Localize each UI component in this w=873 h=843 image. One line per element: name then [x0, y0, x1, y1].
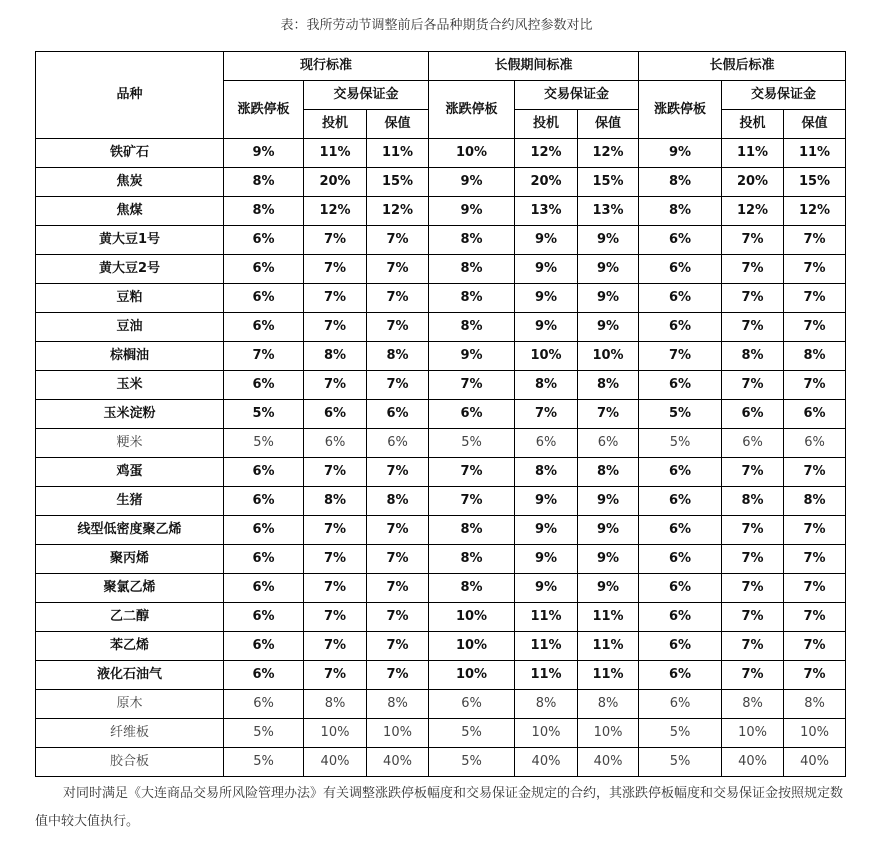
- variety-name: 生猪: [36, 487, 224, 516]
- value-cell: 8%: [639, 197, 722, 226]
- header-spec: 投机: [515, 110, 578, 139]
- value-cell: 10%: [429, 603, 515, 632]
- variety-name: 原木: [36, 690, 224, 719]
- value-cell: 8%: [367, 487, 429, 516]
- value-cell: 8%: [304, 487, 367, 516]
- value-cell: 7%: [784, 545, 846, 574]
- value-cell: 6%: [224, 255, 304, 284]
- value-cell: 7%: [784, 661, 846, 690]
- value-cell: 11%: [304, 139, 367, 168]
- header-limit: 涨跌停板: [224, 81, 304, 139]
- value-cell: 9%: [578, 574, 639, 603]
- value-cell: 10%: [515, 342, 578, 371]
- table-body: [36, 139, 846, 777]
- value-cell: 7%: [722, 226, 784, 255]
- value-cell: 9%: [515, 574, 578, 603]
- value-cell: 8%: [429, 284, 515, 313]
- table-row: [36, 313, 846, 342]
- value-cell: 9%: [515, 313, 578, 342]
- value-cell: 5%: [224, 719, 304, 748]
- value-cell: 6%: [639, 661, 722, 690]
- value-cell: 7%: [515, 400, 578, 429]
- variety-name: 鸡蛋: [36, 458, 224, 487]
- table-row: [36, 487, 846, 516]
- value-cell: 7%: [578, 400, 639, 429]
- value-cell: 8%: [639, 168, 722, 197]
- value-cell: 6%: [639, 284, 722, 313]
- value-cell: 6%: [578, 429, 639, 458]
- header-group-holiday: 长假期间标准: [429, 52, 639, 81]
- header-limit: 涨跌停板: [639, 81, 722, 139]
- value-cell: 6%: [639, 545, 722, 574]
- header-group-current: 现行标准: [224, 52, 429, 81]
- value-cell: 7%: [367, 255, 429, 284]
- value-cell: 8%: [784, 342, 846, 371]
- value-cell: 7%: [784, 255, 846, 284]
- header-variety: 品种: [36, 52, 224, 139]
- value-cell: 7%: [367, 458, 429, 487]
- value-cell: 10%: [515, 719, 578, 748]
- value-cell: 7%: [784, 226, 846, 255]
- value-cell: 6%: [639, 255, 722, 284]
- value-cell: 5%: [429, 719, 515, 748]
- value-cell: 5%: [224, 748, 304, 777]
- value-cell: 7%: [639, 342, 722, 371]
- value-cell: 12%: [515, 139, 578, 168]
- value-cell: 6%: [224, 603, 304, 632]
- value-cell: 11%: [367, 139, 429, 168]
- value-cell: 6%: [224, 516, 304, 545]
- header-margin: 交易保证金: [304, 81, 429, 110]
- value-cell: 9%: [429, 342, 515, 371]
- value-cell: 6%: [429, 400, 515, 429]
- header-margin: 交易保证金: [515, 81, 639, 110]
- value-cell: 5%: [429, 748, 515, 777]
- risk-parameter-table: [35, 51, 846, 777]
- value-cell: 12%: [722, 197, 784, 226]
- value-cell: 7%: [367, 545, 429, 574]
- value-cell: 7%: [722, 458, 784, 487]
- value-cell: 6%: [224, 690, 304, 719]
- variety-name: 纤维板: [36, 719, 224, 748]
- value-cell: 6%: [224, 574, 304, 603]
- table-row: [36, 400, 846, 429]
- value-cell: 7%: [304, 661, 367, 690]
- value-cell: 40%: [578, 748, 639, 777]
- value-cell: 8%: [784, 487, 846, 516]
- table-row: [36, 632, 846, 661]
- value-cell: 7%: [722, 603, 784, 632]
- value-cell: 11%: [784, 139, 846, 168]
- value-cell: 6%: [224, 284, 304, 313]
- variety-name: 聚丙烯: [36, 545, 224, 574]
- value-cell: 5%: [224, 400, 304, 429]
- variety-name: 聚氯乙烯: [36, 574, 224, 603]
- value-cell: 10%: [429, 632, 515, 661]
- value-cell: 9%: [578, 545, 639, 574]
- value-cell: 6%: [639, 516, 722, 545]
- value-cell: 40%: [367, 748, 429, 777]
- value-cell: 20%: [515, 168, 578, 197]
- value-cell: 8%: [367, 342, 429, 371]
- value-cell: 7%: [224, 342, 304, 371]
- value-cell: 9%: [515, 545, 578, 574]
- value-cell: 6%: [224, 313, 304, 342]
- value-cell: 6%: [304, 400, 367, 429]
- value-cell: 15%: [367, 168, 429, 197]
- value-cell: 40%: [722, 748, 784, 777]
- value-cell: 11%: [515, 661, 578, 690]
- value-cell: 8%: [367, 690, 429, 719]
- value-cell: 6%: [639, 632, 722, 661]
- table-row: [36, 371, 846, 400]
- value-cell: 8%: [578, 458, 639, 487]
- table-row: [36, 516, 846, 545]
- variety-name: 焦煤: [36, 197, 224, 226]
- value-cell: 6%: [367, 429, 429, 458]
- value-cell: 6%: [639, 226, 722, 255]
- value-cell: 7%: [722, 632, 784, 661]
- value-cell: 5%: [639, 400, 722, 429]
- value-cell: 9%: [515, 226, 578, 255]
- value-cell: 6%: [722, 429, 784, 458]
- value-cell: 6%: [224, 632, 304, 661]
- value-cell: 8%: [515, 458, 578, 487]
- value-cell: 15%: [578, 168, 639, 197]
- value-cell: 10%: [429, 139, 515, 168]
- value-cell: 8%: [515, 690, 578, 719]
- value-cell: 9%: [515, 487, 578, 516]
- table-row: [36, 603, 846, 632]
- value-cell: 7%: [722, 371, 784, 400]
- value-cell: 7%: [784, 574, 846, 603]
- value-cell: 6%: [784, 429, 846, 458]
- value-cell: 7%: [304, 516, 367, 545]
- variety-name: 铁矿石: [36, 139, 224, 168]
- value-cell: 6%: [304, 429, 367, 458]
- value-cell: 8%: [515, 371, 578, 400]
- value-cell: 8%: [304, 342, 367, 371]
- table-row: [36, 255, 846, 284]
- value-cell: 11%: [578, 632, 639, 661]
- value-cell: 7%: [304, 255, 367, 284]
- variety-name: 豆粕: [36, 284, 224, 313]
- value-cell: 7%: [367, 632, 429, 661]
- value-cell: 10%: [367, 719, 429, 748]
- value-cell: 20%: [722, 168, 784, 197]
- value-cell: 9%: [429, 197, 515, 226]
- value-cell: 6%: [639, 690, 722, 719]
- value-cell: 9%: [224, 139, 304, 168]
- header-spec: 投机: [722, 110, 784, 139]
- value-cell: 7%: [784, 603, 846, 632]
- value-cell: 7%: [304, 545, 367, 574]
- value-cell: 12%: [578, 139, 639, 168]
- value-cell: 6%: [639, 574, 722, 603]
- value-cell: 7%: [304, 371, 367, 400]
- value-cell: 6%: [639, 371, 722, 400]
- value-cell: 7%: [784, 458, 846, 487]
- value-cell: 6%: [224, 371, 304, 400]
- value-cell: 40%: [784, 748, 846, 777]
- variety-name: 线型低密度聚乙烯: [36, 516, 224, 545]
- variety-name: 玉米: [36, 371, 224, 400]
- value-cell: 8%: [224, 197, 304, 226]
- value-cell: 8%: [429, 516, 515, 545]
- value-cell: 8%: [784, 690, 846, 719]
- value-cell: 7%: [367, 661, 429, 690]
- value-cell: 7%: [367, 516, 429, 545]
- value-cell: 9%: [578, 487, 639, 516]
- value-cell: 9%: [578, 226, 639, 255]
- value-cell: 7%: [722, 313, 784, 342]
- value-cell: 6%: [639, 313, 722, 342]
- variety-name: 焦炭: [36, 168, 224, 197]
- value-cell: 9%: [578, 516, 639, 545]
- value-cell: 20%: [304, 168, 367, 197]
- value-cell: 6%: [722, 400, 784, 429]
- variety-name: 棕榈油: [36, 342, 224, 371]
- value-cell: 7%: [722, 516, 784, 545]
- value-cell: 8%: [722, 342, 784, 371]
- table-row: [36, 719, 846, 748]
- table-row: [36, 284, 846, 313]
- value-cell: 9%: [578, 284, 639, 313]
- value-cell: 7%: [722, 661, 784, 690]
- value-cell: 9%: [515, 516, 578, 545]
- variety-name: 豆油: [36, 313, 224, 342]
- value-cell: 12%: [367, 197, 429, 226]
- variety-name: 黄大豆2号: [36, 255, 224, 284]
- value-cell: 11%: [578, 661, 639, 690]
- value-cell: 6%: [639, 458, 722, 487]
- value-cell: 7%: [784, 284, 846, 313]
- value-cell: 7%: [304, 603, 367, 632]
- value-cell: 7%: [367, 313, 429, 342]
- value-cell: 5%: [639, 719, 722, 748]
- table-row: [36, 342, 846, 371]
- value-cell: 6%: [224, 661, 304, 690]
- table-row: [36, 429, 846, 458]
- value-cell: 8%: [429, 226, 515, 255]
- table-row: [36, 748, 846, 777]
- value-cell: 8%: [304, 690, 367, 719]
- value-cell: 9%: [578, 255, 639, 284]
- table-row: [36, 661, 846, 690]
- value-cell: 7%: [304, 226, 367, 255]
- value-cell: 15%: [784, 168, 846, 197]
- value-cell: 8%: [429, 545, 515, 574]
- value-cell: 10%: [429, 661, 515, 690]
- variety-name: 乙二醇: [36, 603, 224, 632]
- value-cell: 5%: [639, 748, 722, 777]
- table-row: [36, 545, 846, 574]
- value-cell: 7%: [367, 226, 429, 255]
- value-cell: 6%: [784, 400, 846, 429]
- value-cell: 7%: [304, 458, 367, 487]
- value-cell: 11%: [515, 632, 578, 661]
- value-cell: 10%: [578, 719, 639, 748]
- table-row: [36, 458, 846, 487]
- table-row: [36, 690, 846, 719]
- value-cell: 9%: [429, 168, 515, 197]
- value-cell: 7%: [304, 284, 367, 313]
- value-cell: 7%: [784, 516, 846, 545]
- value-cell: 13%: [515, 197, 578, 226]
- value-cell: 7%: [304, 574, 367, 603]
- value-cell: 7%: [429, 458, 515, 487]
- table-row: [36, 226, 846, 255]
- value-cell: 7%: [367, 574, 429, 603]
- header-margin: 交易保证金: [722, 81, 846, 110]
- header-group-after: 长假后标准: [639, 52, 846, 81]
- value-cell: 7%: [304, 313, 367, 342]
- value-cell: 8%: [722, 690, 784, 719]
- value-cell: 8%: [429, 255, 515, 284]
- variety-name: 胶合板: [36, 748, 224, 777]
- table-row: [36, 168, 846, 197]
- value-cell: 8%: [578, 690, 639, 719]
- value-cell: 6%: [224, 487, 304, 516]
- value-cell: 11%: [515, 603, 578, 632]
- value-cell: 12%: [784, 197, 846, 226]
- value-cell: 6%: [639, 603, 722, 632]
- value-cell: 10%: [578, 342, 639, 371]
- value-cell: 7%: [367, 603, 429, 632]
- value-cell: 7%: [722, 284, 784, 313]
- value-cell: 7%: [429, 487, 515, 516]
- value-cell: 8%: [429, 313, 515, 342]
- value-cell: 11%: [722, 139, 784, 168]
- value-cell: 8%: [578, 371, 639, 400]
- value-cell: 12%: [304, 197, 367, 226]
- value-cell: 8%: [429, 574, 515, 603]
- value-cell: 7%: [429, 371, 515, 400]
- value-cell: 5%: [639, 429, 722, 458]
- value-cell: 9%: [639, 139, 722, 168]
- value-cell: 10%: [784, 719, 846, 748]
- value-cell: 6%: [224, 458, 304, 487]
- value-cell: 5%: [429, 429, 515, 458]
- value-cell: 7%: [722, 255, 784, 284]
- value-cell: 6%: [367, 400, 429, 429]
- variety-name: 黄大豆1号: [36, 226, 224, 255]
- value-cell: 7%: [367, 284, 429, 313]
- value-cell: 6%: [639, 487, 722, 516]
- value-cell: 7%: [784, 632, 846, 661]
- value-cell: 6%: [429, 690, 515, 719]
- value-cell: 6%: [224, 545, 304, 574]
- header-limit: 涨跌停板: [429, 81, 515, 139]
- table-row: [36, 139, 846, 168]
- value-cell: 7%: [784, 371, 846, 400]
- value-cell: 40%: [515, 748, 578, 777]
- value-cell: 10%: [304, 719, 367, 748]
- value-cell: 7%: [722, 545, 784, 574]
- value-cell: 9%: [578, 313, 639, 342]
- value-cell: 6%: [224, 226, 304, 255]
- variety-name: 苯乙烯: [36, 632, 224, 661]
- value-cell: 5%: [224, 429, 304, 458]
- header-hedge: 保值: [367, 110, 429, 139]
- value-cell: 7%: [722, 574, 784, 603]
- value-cell: 8%: [722, 487, 784, 516]
- variety-name: 粳米: [36, 429, 224, 458]
- value-cell: 7%: [784, 313, 846, 342]
- header-spec: 投机: [304, 110, 367, 139]
- value-cell: 8%: [224, 168, 304, 197]
- value-cell: 9%: [515, 255, 578, 284]
- value-cell: 7%: [304, 632, 367, 661]
- variety-name: 玉米淀粉: [36, 400, 224, 429]
- header-hedge: 保值: [578, 110, 639, 139]
- value-cell: 13%: [578, 197, 639, 226]
- value-cell: 10%: [722, 719, 784, 748]
- footnote: 对同时满足《大连商品交易所风险管理办法》有关调整涨跌停板幅度和交易保证金规定的合约，其涨跌停板幅度和交易保证金按照规定数值中较大值执行。: [35, 786, 844, 829]
- value-cell: 11%: [578, 603, 639, 632]
- value-cell: 40%: [304, 748, 367, 777]
- table-row: [36, 574, 846, 603]
- value-cell: 7%: [367, 371, 429, 400]
- table-row: [36, 197, 846, 226]
- table-caption: 表：我所劳动节调整前后各品种期货合约风控参数对比: [280, 18, 593, 33]
- header-hedge: 保值: [784, 110, 846, 139]
- variety-name: 液化石油气: [36, 661, 224, 690]
- value-cell: 6%: [515, 429, 578, 458]
- value-cell: 9%: [515, 284, 578, 313]
